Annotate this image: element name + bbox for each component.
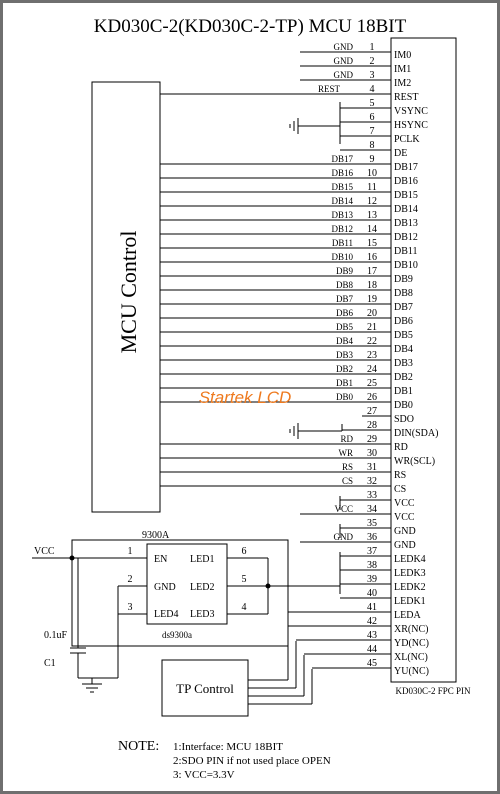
pin-name-30: WR(SCL) [394, 456, 436, 467]
pin-number-31: 31 [367, 462, 377, 473]
driver-part-number: ds9300a [162, 630, 192, 640]
driver-vcc-label: VCC [34, 546, 55, 557]
pin-number-28: 28 [367, 420, 377, 431]
pin-number-45: 45 [367, 658, 377, 669]
pin-name-8: DE [394, 148, 408, 159]
ground-symbol-sync [290, 118, 340, 134]
pin-number-35: 35 [367, 518, 377, 529]
pin-number-22: 22 [367, 336, 377, 347]
pin-name-37: LEDK4 [394, 554, 426, 565]
net-label-18: DB8 [335, 280, 353, 290]
pin-number-32: 32 [367, 476, 377, 487]
fpc-label: KD030C-2 FPC PIN [395, 686, 471, 696]
pin-name-40: LEDK1 [394, 596, 426, 607]
net-label-17: DB9 [335, 266, 353, 276]
pin-number-4: 4 [369, 84, 375, 95]
pin-name-31: RS [394, 470, 407, 481]
pin-number-37: 37 [367, 546, 377, 557]
pin-number-10: 10 [367, 168, 377, 179]
note-line-3: 3: VCC=3.3V [173, 769, 235, 781]
pin-name-5: VSYNC [394, 106, 428, 117]
pin-number-2: 2 [369, 56, 375, 67]
net-label-15: DB11 [331, 238, 353, 248]
pin-name-29: RD [394, 442, 408, 453]
pin-name-25: DB1 [394, 386, 413, 397]
pin-name-15: DB11 [394, 246, 418, 257]
pin-number-20: 20 [367, 308, 377, 319]
pin-name-2: IM1 [394, 64, 412, 75]
pin-number-43: 43 [367, 630, 377, 641]
pin-number-5: 5 [369, 98, 375, 109]
net-label-36: GND [333, 532, 353, 542]
net-label-13: DB13 [331, 210, 353, 220]
driver-pin-num-2: 2 [127, 574, 133, 585]
pin-number-15: 15 [367, 238, 377, 249]
net-label-29: RD [340, 434, 353, 444]
driver-pin-led4: LED4 [154, 609, 179, 620]
pin-name-43: YD(NC) [394, 638, 429, 649]
pin-name-1: IM0 [394, 50, 412, 61]
pin-name-14: DB12 [394, 232, 418, 243]
pin-name-18: DB8 [394, 288, 413, 299]
pin-name-34: VCC [394, 512, 415, 523]
pin-number-7: 7 [369, 126, 375, 137]
net-label-1: GND [333, 42, 353, 52]
pin-name-28: DIN(SDA) [394, 428, 439, 439]
pin-number-21: 21 [367, 322, 377, 333]
pin-number-14: 14 [367, 224, 377, 235]
pin-number-18: 18 [367, 280, 377, 291]
pin-number-44: 44 [367, 644, 377, 655]
pin-name-21: DB5 [394, 330, 413, 341]
net-label-26: DB0 [335, 392, 353, 402]
driver-pin-num-4: 4 [241, 602, 247, 613]
net-label-32: CS [341, 476, 353, 486]
pin-number-3: 3 [369, 70, 375, 81]
pin-number-16: 16 [367, 252, 377, 263]
driver-wires [32, 540, 340, 692]
net-label-3: GND [333, 70, 353, 80]
pin-number-29: 29 [367, 434, 377, 445]
pin-name-33: VCC [394, 498, 415, 509]
pin-number-27: 27 [367, 406, 377, 417]
pin-name-17: DB9 [394, 274, 413, 285]
driver-pin-gnd: GND [154, 582, 176, 593]
net-label-30: WR [338, 448, 353, 458]
net-label-34: VCC [334, 504, 353, 514]
pin-name-24: DB2 [394, 372, 413, 383]
pin-name-42: XR(NC) [394, 624, 429, 635]
pin-number-9: 9 [369, 154, 375, 165]
pin-number-42: 42 [367, 616, 377, 627]
pin-number-39: 39 [367, 574, 377, 585]
net-label-23: DB3 [335, 350, 353, 360]
pin-name-7: PCLK [394, 134, 420, 145]
pin-name-19: DB7 [394, 302, 413, 313]
pin-number-13: 13 [367, 210, 377, 221]
net-label-31: RS [341, 462, 353, 472]
note-line-2: 2:SDO PIN if not used place OPEN [173, 755, 331, 767]
pin-number-36: 36 [367, 532, 377, 543]
diagram-title: KD030C-2(KD030C-2-TP) MCU 18BIT [93, 16, 407, 37]
pin-number-17: 17 [367, 266, 377, 277]
notes-heading: NOTE: [118, 739, 160, 754]
net-label-9: DB17 [331, 154, 353, 164]
driver-pin-led2: LED2 [190, 582, 215, 593]
driver-pin-num-5: 5 [241, 574, 247, 585]
pin-name-6: HSYNC [394, 120, 428, 131]
pin-number-40: 40 [367, 588, 377, 599]
pin-name-41: LEDA [394, 610, 421, 621]
pin-name-11: DB15 [394, 190, 418, 201]
net-label-4: REST [317, 84, 340, 94]
cap-ref: C1 [44, 658, 56, 669]
pin-number-26: 26 [367, 392, 377, 403]
pin-number-11: 11 [367, 182, 377, 193]
driver-pin-num-6: 6 [241, 546, 247, 557]
pin-name-23: DB3 [394, 358, 413, 369]
net-label-22: DB4 [335, 336, 353, 346]
note-line-1: 1:Interface: MCU 18BIT [173, 741, 283, 753]
pin-name-38: LEDK3 [394, 568, 426, 579]
pin-number-30: 30 [367, 448, 377, 459]
pin-name-35: GND [394, 526, 416, 537]
pin-number-33: 33 [367, 490, 377, 501]
pin-name-4: REST [394, 92, 419, 103]
net-label-10: DB16 [331, 168, 353, 178]
net-label-25: DB1 [335, 378, 353, 388]
ground-symbol-din [290, 423, 342, 439]
driver-title: 9300A [142, 530, 170, 541]
net-label-2: GND [333, 56, 353, 66]
pin-name-27: SDO [394, 414, 415, 425]
pin-number-6: 6 [369, 112, 375, 123]
pin-number-8: 8 [369, 140, 375, 151]
pin-name-9: DB17 [394, 162, 418, 173]
pin-name-39: LEDK2 [394, 582, 426, 593]
driver-pin-num-3: 3 [127, 602, 133, 613]
driver-pin-en: EN [154, 554, 168, 565]
net-label-24: DB2 [335, 364, 353, 374]
pin-number-34: 34 [367, 504, 377, 515]
pin-number-25: 25 [367, 378, 377, 389]
pin-number-1: 1 [369, 42, 375, 53]
pin-number-12: 12 [367, 196, 377, 207]
pin-name-45: YU(NC) [394, 666, 429, 677]
pin-number-19: 19 [367, 294, 377, 305]
pin-name-32: CS [394, 484, 407, 495]
net-label-19: DB7 [335, 294, 353, 304]
driver-pin-led1: LED1 [190, 554, 215, 565]
pin-name-13: DB13 [394, 218, 418, 229]
pin-number-41: 41 [367, 602, 377, 613]
net-label-14: DB12 [331, 224, 353, 234]
net-label-21: DB5 [335, 322, 353, 332]
pin-name-44: XL(NC) [394, 652, 428, 663]
pin-name-26: DB0 [394, 400, 413, 411]
cap-value: 0.1uF [44, 630, 68, 641]
watermark: Startek LCD [198, 388, 292, 407]
driver-pin-num-1: 1 [127, 546, 133, 557]
pin-name-20: DB6 [394, 316, 413, 327]
pin-number-24: 24 [367, 364, 377, 375]
pin-name-36: GND [394, 540, 416, 551]
net-label-11: DB15 [331, 182, 353, 192]
pin-name-3: IM2 [394, 78, 412, 89]
mcu-control-label: MCU Control [116, 230, 141, 354]
driver-pin-led3: LED3 [190, 609, 215, 620]
pin-name-12: DB14 [394, 204, 418, 215]
net-label-16: DB10 [331, 252, 353, 262]
pin-name-16: DB10 [394, 260, 418, 271]
net-label-12: DB14 [331, 196, 353, 206]
pin-number-38: 38 [367, 560, 377, 571]
pin-name-22: DB4 [394, 344, 413, 355]
tp-control-label: TP Control [176, 681, 234, 696]
net-label-20: DB6 [335, 308, 353, 318]
pin-number-23: 23 [367, 350, 377, 361]
pin-name-10: DB16 [394, 176, 418, 187]
tp-wires [248, 627, 312, 704]
